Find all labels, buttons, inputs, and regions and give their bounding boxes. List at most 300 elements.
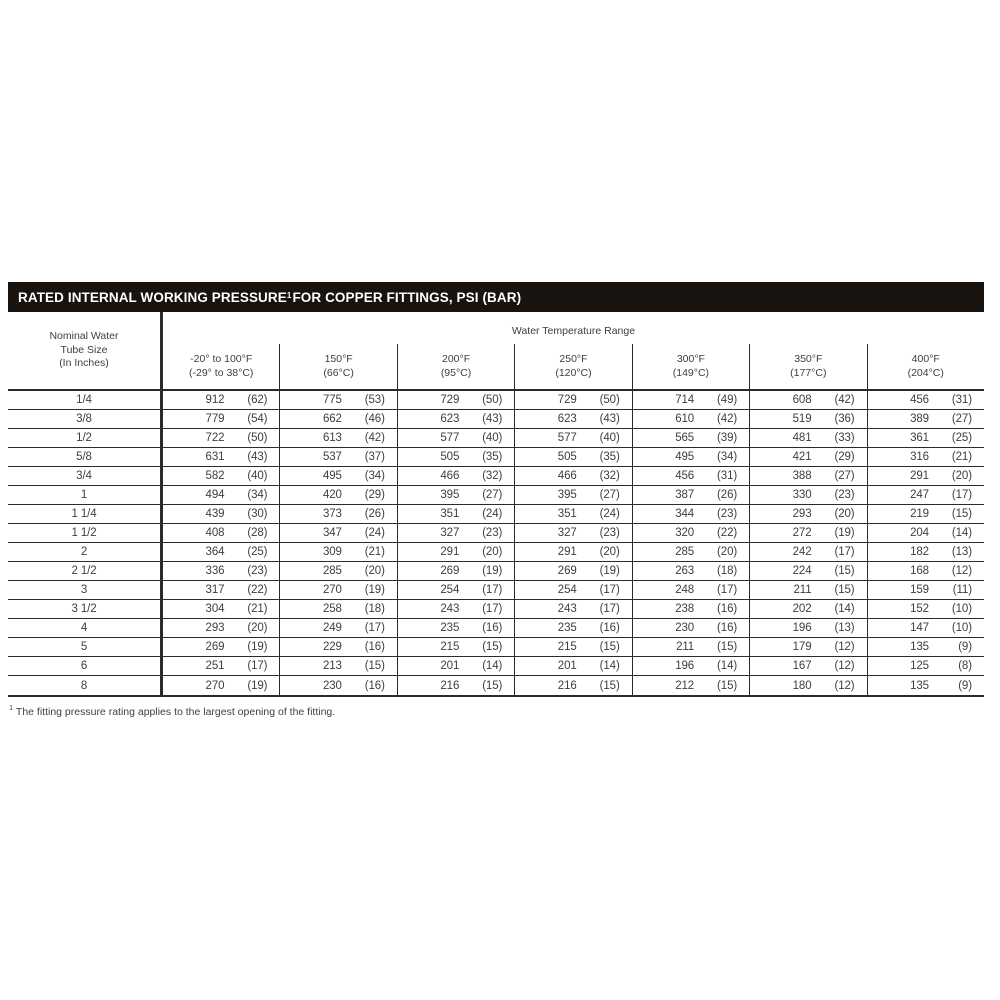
pressure-cell	[867, 448, 984, 466]
temperature-column-header	[867, 344, 984, 389]
bar-value: (27)	[599, 489, 620, 501]
bar-value: (36)	[834, 413, 855, 425]
pressure-cell	[632, 448, 749, 466]
tube-size-cell: 5	[8, 638, 163, 656]
temperature-column-header	[279, 344, 396, 389]
pressure-cell	[867, 486, 984, 504]
psi-value: 230	[675, 622, 695, 634]
pressure-cell	[749, 638, 866, 656]
psi-value: 235	[440, 622, 460, 634]
psi-value: 215	[440, 641, 460, 653]
psi-value: 395	[440, 489, 460, 501]
psi-value: 466	[440, 470, 460, 482]
psi-value: 373	[322, 508, 342, 520]
bar-value: (32)	[599, 470, 620, 482]
psi-value: 196	[792, 622, 812, 634]
pressure-cell	[279, 657, 396, 675]
psi-value: 269	[440, 565, 460, 577]
temperature-range-group-header: Water Temperature Range	[511, 324, 636, 337]
bar-value: (18)	[717, 565, 738, 577]
bar-value: (12)	[834, 660, 855, 672]
psi-value: 309	[322, 546, 342, 558]
temperature-column-header	[163, 344, 279, 389]
psi-value: 421	[792, 451, 812, 463]
psi-value: 216	[440, 679, 460, 692]
psi-value: 608	[792, 394, 812, 406]
pressure-cell	[279, 429, 396, 447]
bar-value: (27)	[482, 489, 503, 501]
bar-value: (23)	[599, 527, 620, 539]
pressure-cell	[749, 429, 866, 447]
bar-value: (26)	[364, 508, 385, 520]
psi-value: 147	[910, 622, 929, 634]
pressure-cell	[867, 505, 984, 523]
psi-value: 179	[792, 641, 812, 653]
bar-value: (34)	[247, 489, 268, 501]
temperature-header-line: 300°F	[676, 352, 705, 365]
bar-value: (23)	[247, 565, 268, 577]
bar-value: (15)	[834, 565, 855, 577]
pressure-cell	[867, 410, 984, 428]
bar-value: (12)	[834, 679, 855, 692]
bar-value: (20)	[717, 546, 738, 558]
tube-size-cell: 1/2	[8, 429, 163, 447]
pressure-cell	[514, 448, 631, 466]
bar-value: (49)	[717, 394, 738, 406]
pressure-cell	[279, 600, 396, 618]
pressure-cell	[632, 410, 749, 428]
psi-value: 495	[675, 451, 695, 463]
bar-value: (14)	[834, 603, 855, 615]
psi-value: 494	[205, 489, 225, 501]
pressure-cell	[279, 448, 396, 466]
psi-value: 623	[440, 413, 460, 425]
psi-value: 269	[205, 641, 225, 653]
psi-value: 351	[440, 508, 460, 520]
corner-header-line3: (In Inches)	[59, 357, 109, 370]
pressure-cell	[632, 657, 749, 675]
temperature-column-header	[632, 344, 749, 389]
pressure-cell	[514, 676, 631, 695]
bar-value: (17)	[717, 584, 738, 596]
table-row	[8, 581, 984, 600]
pressure-cell	[632, 638, 749, 656]
table-row	[8, 391, 984, 410]
pressure-cell	[163, 467, 279, 485]
table-row	[8, 429, 984, 448]
temperature-header-line: 350°F	[794, 352, 823, 365]
pressure-cell	[632, 619, 749, 637]
bar-value: (17)	[951, 489, 972, 501]
bar-value: (18)	[364, 603, 385, 615]
tube-size-cell: 6	[8, 657, 163, 675]
pressure-cell	[867, 676, 984, 695]
bar-value: (43)	[599, 413, 620, 425]
bar-value: (62)	[247, 394, 268, 406]
psi-value: 456	[675, 470, 695, 482]
pressure-cell	[397, 657, 514, 675]
psi-value: 201	[557, 660, 577, 672]
psi-value: 722	[205, 432, 225, 444]
psi-value: 565	[675, 432, 695, 444]
psi-value: 249	[322, 622, 342, 634]
pressure-cell	[163, 562, 279, 580]
psi-value: 320	[675, 527, 695, 539]
temperature-header-line: (204°C)	[907, 366, 944, 379]
pressure-cell	[279, 676, 396, 695]
table-row	[8, 524, 984, 543]
tube-size-cell: 2 1/2	[8, 562, 163, 580]
psi-value: 361	[910, 432, 929, 444]
table-body	[8, 389, 984, 697]
pressure-cell	[867, 429, 984, 447]
psi-value: 270	[205, 679, 225, 692]
pressure-cell	[397, 619, 514, 637]
psi-value: 219	[910, 508, 929, 520]
psi-value: 211	[676, 641, 695, 653]
bar-value: (14)	[717, 660, 738, 672]
bar-value: (27)	[834, 470, 855, 482]
bar-value: (27)	[951, 413, 972, 425]
pressure-cell	[749, 657, 866, 675]
pressure-cell	[514, 505, 631, 523]
bar-value: (16)	[482, 622, 503, 634]
psi-value: 230	[322, 679, 342, 692]
bar-value: (16)	[599, 622, 620, 634]
bar-value: (34)	[717, 451, 738, 463]
bar-value: (39)	[717, 432, 738, 444]
bar-value: (17)	[599, 603, 620, 615]
psi-value: 204	[910, 527, 929, 539]
pressure-cell	[514, 467, 631, 485]
pressure-cell	[867, 638, 984, 656]
bar-value: (50)	[247, 432, 268, 444]
pressure-cell	[397, 581, 514, 599]
bar-value: (20)	[951, 470, 972, 482]
bar-value: (43)	[482, 413, 503, 425]
psi-value: 389	[910, 413, 929, 425]
bar-value: (20)	[364, 565, 385, 577]
pressure-cell	[279, 486, 396, 504]
pressure-cell	[749, 581, 866, 599]
bar-value: (13)	[834, 622, 855, 634]
psi-value: 466	[557, 470, 577, 482]
pressure-cell	[867, 619, 984, 637]
psi-value: 238	[675, 603, 695, 615]
bar-value: (15)	[834, 584, 855, 596]
footnote	[8, 702, 984, 718]
bar-value: (17)	[482, 603, 503, 615]
tube-size-cell: 3	[8, 581, 163, 599]
bar-value: (20)	[834, 508, 855, 520]
psi-value: 779	[205, 413, 225, 425]
bar-value: (19)	[599, 565, 620, 577]
psi-value: 912	[205, 394, 225, 406]
psi-value: 519	[792, 413, 812, 425]
pressure-cell	[632, 543, 749, 561]
bar-value: (19)	[364, 584, 385, 596]
pressure-cell	[163, 619, 279, 637]
psi-value: 662	[322, 413, 342, 425]
psi-value: 269	[557, 565, 577, 577]
bar-value: (20)	[599, 546, 620, 558]
tube-size-cell: 5/8	[8, 448, 163, 466]
table-title-bar: RATED INTERNAL WORKING PRESSURE $^1$ FOR COPPER FITTINGS, PSI (BAR)	[8, 282, 984, 312]
bar-value: (19)	[482, 565, 503, 577]
pressure-cell	[397, 638, 514, 656]
psi-value: 623	[557, 413, 577, 425]
table-header	[8, 312, 984, 389]
psi-value: 263	[675, 565, 695, 577]
psi-value: 202	[792, 603, 812, 615]
bar-value: (31)	[717, 470, 738, 482]
pressure-cell	[279, 638, 396, 656]
temperature-header-line: (120°C)	[555, 366, 592, 379]
psi-value: 291	[557, 546, 577, 558]
bar-value: (12)	[951, 565, 972, 577]
tube-size-cell: 1	[8, 486, 163, 504]
psi-value: 212	[675, 679, 695, 692]
bar-value: (16)	[717, 622, 738, 634]
bar-value: (54)	[247, 413, 268, 425]
psi-value: 577	[440, 432, 460, 444]
bar-value: (15)	[951, 508, 972, 520]
table-row	[8, 619, 984, 638]
bar-value: (12)	[834, 641, 855, 653]
bar-value: (16)	[364, 679, 385, 692]
pressure-cell	[279, 410, 396, 428]
pressure-cell	[632, 581, 749, 599]
bar-value: (15)	[364, 660, 385, 672]
psi-value: 327	[440, 527, 460, 539]
psi-value: 317	[205, 584, 225, 596]
tube-size-cell: 3/4	[8, 467, 163, 485]
table-row	[8, 410, 984, 429]
psi-value: 729	[440, 394, 460, 406]
bar-value: (23)	[717, 508, 738, 520]
psi-value: 439	[205, 508, 225, 520]
pressure-cell	[279, 505, 396, 523]
bar-value: (14)	[599, 660, 620, 672]
pressure-cell	[632, 524, 749, 542]
pressure-cell	[632, 505, 749, 523]
bar-value: (20)	[247, 622, 268, 634]
bar-value: (10)	[951, 622, 972, 634]
temperature-header-line: (177°C)	[790, 366, 827, 379]
psi-value: 495	[322, 470, 342, 482]
table-row	[8, 638, 984, 657]
psi-value: 135	[910, 641, 929, 653]
pressure-cell	[397, 562, 514, 580]
pressure-cell	[749, 410, 866, 428]
psi-value: 135	[910, 679, 929, 692]
psi-value: 714	[675, 394, 695, 406]
pressure-cell	[514, 619, 631, 637]
psi-value: 456	[910, 394, 929, 406]
bar-value: (16)	[717, 603, 738, 615]
bar-value: (15)	[599, 679, 620, 692]
pressure-cell	[632, 486, 749, 504]
table-row	[8, 657, 984, 676]
psi-value: 243	[557, 603, 577, 615]
bar-value: (17)	[482, 584, 503, 596]
psi-value: 247	[910, 489, 929, 501]
bar-value: (22)	[717, 527, 738, 539]
bar-value: (26)	[717, 489, 738, 501]
psi-value: 304	[205, 603, 225, 615]
pressure-cell	[867, 467, 984, 485]
bar-value: (46)	[364, 413, 385, 425]
pressure-cell	[397, 467, 514, 485]
psi-value: 537	[322, 451, 342, 463]
pressure-cell	[514, 543, 631, 561]
bar-value: (21)	[247, 603, 268, 615]
psi-value: 235	[557, 622, 577, 634]
bar-value: (43)	[247, 451, 268, 463]
temperature-header-line: -20° to 100°F	[190, 352, 253, 365]
pressure-cell	[514, 600, 631, 618]
psi-value: 775	[322, 394, 342, 406]
spec-sheet-page	[8, 282, 984, 718]
psi-value: 420	[322, 489, 342, 501]
pressure-cell	[514, 562, 631, 580]
psi-value: 168	[910, 565, 929, 577]
pressure-cell	[514, 524, 631, 542]
psi-value: 388	[792, 470, 812, 482]
temperature-header-line: 150°F	[324, 352, 353, 365]
pressure-cell	[397, 391, 514, 409]
psi-value: 285	[322, 565, 342, 577]
bar-value: (40)	[482, 432, 503, 444]
bar-value: (15)	[717, 679, 738, 692]
psi-value: 254	[557, 584, 577, 596]
psi-value: 505	[557, 451, 577, 463]
pressure-cell	[163, 524, 279, 542]
bar-value: (9)	[958, 679, 972, 692]
tube-size-column-header	[8, 312, 163, 389]
temperature-header-line: (66°C)	[323, 366, 354, 379]
pressure-cell	[163, 543, 279, 561]
bar-value: (9)	[958, 641, 972, 653]
temperature-column-header	[514, 344, 631, 389]
pressure-cell	[397, 448, 514, 466]
pressure-cell	[749, 467, 866, 485]
psi-value: 224	[792, 565, 812, 577]
bar-value: (32)	[482, 470, 503, 482]
table-title-text-rest: FOR COPPER FITTINGS, PSI (BAR)	[292, 289, 522, 305]
pressure-cell	[163, 657, 279, 675]
pressure-cell	[279, 562, 396, 580]
pressure-cell	[397, 676, 514, 695]
bar-value: (23)	[834, 489, 855, 501]
psi-value: 610	[675, 413, 695, 425]
pressure-cell	[163, 505, 279, 523]
psi-value: 243	[440, 603, 460, 615]
bar-value: (29)	[834, 451, 855, 463]
psi-value: 125	[910, 660, 929, 672]
temperature-header-line: 250°F	[559, 352, 588, 365]
table-row	[8, 543, 984, 562]
pressure-cell	[749, 448, 866, 466]
bar-value: (22)	[247, 584, 268, 596]
psi-value: 327	[557, 527, 577, 539]
psi-value: 344	[675, 508, 695, 520]
table-row	[8, 676, 984, 695]
temperature-column-header	[749, 344, 866, 389]
bar-value: (25)	[951, 432, 972, 444]
psi-value: 167	[792, 660, 812, 672]
pressure-cell	[632, 600, 749, 618]
tube-size-cell: 3 1/2	[8, 600, 163, 618]
pressure-cell	[867, 391, 984, 409]
bar-value: (15)	[599, 641, 620, 653]
pressure-cell	[749, 524, 866, 542]
psi-value: 613	[322, 432, 342, 444]
psi-value: 229	[322, 641, 342, 653]
tube-size-cell: 1/4	[8, 391, 163, 409]
table-row	[8, 448, 984, 467]
psi-value: 729	[557, 394, 577, 406]
bar-value: (17)	[247, 660, 268, 672]
pressure-cell	[397, 429, 514, 447]
bar-value: (31)	[951, 394, 972, 406]
bar-value: (25)	[247, 546, 268, 558]
bar-value: (19)	[834, 527, 855, 539]
bar-value: (21)	[364, 546, 385, 558]
tube-size-cell: 8	[8, 676, 163, 695]
pressure-cell	[514, 391, 631, 409]
psi-value: 180	[792, 679, 812, 692]
pressure-cell	[397, 505, 514, 523]
table-row	[8, 505, 984, 524]
pressure-cell	[749, 600, 866, 618]
pressure-cell	[867, 657, 984, 675]
pressure-cell	[397, 543, 514, 561]
psi-value: 254	[440, 584, 460, 596]
psi-value: 270	[322, 584, 342, 596]
pressure-cell	[749, 619, 866, 637]
psi-value: 336	[205, 565, 225, 577]
pressure-cell	[632, 676, 749, 695]
bar-value: (15)	[717, 641, 738, 653]
temperature-column-header	[397, 344, 514, 389]
pressure-cell	[514, 429, 631, 447]
tube-size-cell: 3/8	[8, 410, 163, 428]
pressure-cell	[279, 543, 396, 561]
tube-size-cell: 1 1/2	[8, 524, 163, 542]
psi-value: 408	[205, 527, 225, 539]
bar-value: (16)	[364, 641, 385, 653]
bar-value: (14)	[951, 527, 972, 539]
table-title-text: RATED INTERNAL WORKING PRESSURE	[18, 289, 287, 305]
psi-value: 159	[910, 584, 929, 596]
pressure-cell	[749, 486, 866, 504]
pressure-cell	[867, 543, 984, 561]
pressure-cell	[514, 410, 631, 428]
tube-size-cell: 4	[8, 619, 163, 637]
temperature-header-zone	[163, 312, 984, 389]
table-row	[8, 562, 984, 581]
psi-value: 211	[793, 584, 812, 596]
bar-value: (17)	[834, 546, 855, 558]
psi-value: 251	[205, 660, 225, 672]
pressure-cell	[749, 391, 866, 409]
bar-value: (21)	[951, 451, 972, 463]
bar-value: (24)	[364, 527, 385, 539]
pressure-cell	[514, 657, 631, 675]
pressure-cell	[163, 486, 279, 504]
pressure-cell	[867, 562, 984, 580]
